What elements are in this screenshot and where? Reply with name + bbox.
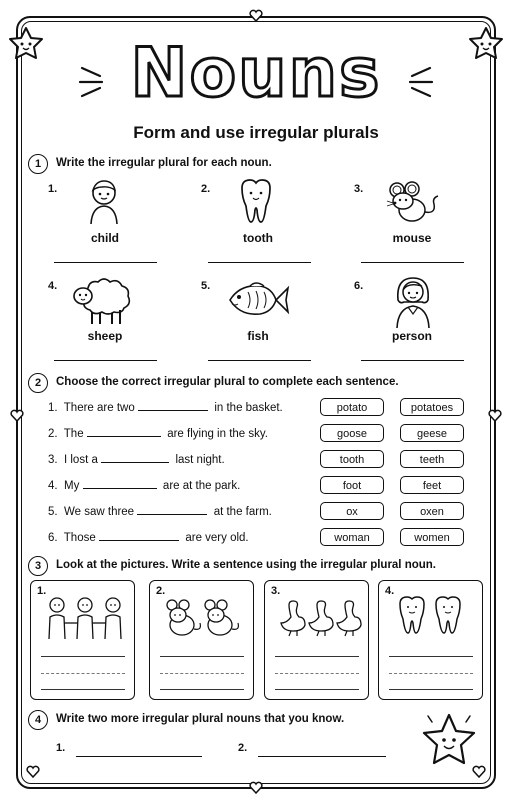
section-1-instruction: Write the irregular plural for each noun. xyxy=(56,157,272,169)
mice-icon xyxy=(164,597,244,637)
noun-word: sheep xyxy=(87,329,123,343)
sentence-start: My xyxy=(63,480,80,492)
children-icon xyxy=(43,595,127,641)
picture-box xyxy=(378,580,483,700)
section-3-instruction: Look at the pictures. Write a sentence using the irregular plural noun. xyxy=(56,559,436,571)
sentence-blank[interactable] xyxy=(87,426,161,437)
mouse-icon xyxy=(382,180,442,224)
option-button[interactable]: tooth xyxy=(320,450,384,468)
noun-word: tooth xyxy=(243,231,273,245)
child-icon xyxy=(84,177,124,225)
sentence-blank[interactable] xyxy=(138,400,208,411)
writing-line[interactable] xyxy=(389,673,473,674)
item-number: 3. xyxy=(354,183,364,195)
answer-line[interactable] xyxy=(54,360,157,361)
picture-box xyxy=(30,580,135,700)
sentence-start: We saw three xyxy=(63,506,135,518)
sentence-end: are flying in the sky. xyxy=(167,428,268,440)
sentence-end: at the farm. xyxy=(213,506,272,518)
heart-icon xyxy=(488,410,502,422)
item-number: 6. xyxy=(354,280,364,292)
option-button[interactable]: potato xyxy=(320,398,384,416)
sentence-number: 3. xyxy=(48,454,58,466)
item-number: 2. xyxy=(201,183,211,195)
sentence-number: 4. xyxy=(48,480,58,492)
section-1-number: 1 xyxy=(28,154,48,174)
option-button[interactable]: potatoes xyxy=(400,398,464,416)
box-number: 2. xyxy=(156,585,166,597)
sparkle-lines-left xyxy=(78,64,108,100)
sentence-number: 6. xyxy=(48,532,58,544)
section-4-number: 4 xyxy=(28,710,48,730)
section-2-number: 2 xyxy=(28,373,48,393)
sentence-row xyxy=(48,452,225,466)
sentence-start: The xyxy=(63,428,84,440)
option-button[interactable]: ox xyxy=(320,502,384,520)
picture-box xyxy=(149,580,254,700)
section-2-instruction: Choose the correct irregular plural to complete each sentence. xyxy=(56,376,399,388)
star-icon xyxy=(420,712,478,770)
section-3-number: 3 xyxy=(28,556,48,576)
teeth-icon xyxy=(397,595,469,635)
sentence-blank[interactable] xyxy=(101,452,169,463)
writing-line[interactable] xyxy=(160,673,244,674)
heart-icon xyxy=(26,766,40,778)
writing-line[interactable] xyxy=(41,689,125,690)
writing-line[interactable] xyxy=(160,689,244,690)
answer-line[interactable] xyxy=(54,262,157,263)
writing-line[interactable] xyxy=(389,689,473,690)
option-button[interactable]: oxen xyxy=(400,502,464,520)
item-number: 4. xyxy=(48,280,58,292)
box-number: 4. xyxy=(385,585,395,597)
sentence-end: are at the park. xyxy=(162,480,241,492)
option-button[interactable]: woman xyxy=(320,528,384,546)
writing-line[interactable] xyxy=(275,656,359,657)
option-button[interactable]: geese xyxy=(400,424,464,442)
answer-line[interactable] xyxy=(361,262,464,263)
option-button[interactable]: goose xyxy=(320,424,384,442)
sentence-row xyxy=(48,504,272,518)
sentence-row xyxy=(48,400,283,414)
page-title: Nouns xyxy=(130,34,382,113)
answer-line[interactable] xyxy=(76,756,202,757)
writing-line[interactable] xyxy=(41,673,125,674)
geese-icon xyxy=(275,597,361,637)
sentence-end: last night. xyxy=(175,454,225,466)
picture-box xyxy=(264,580,369,700)
writing-line[interactable] xyxy=(389,656,473,657)
sentence-start: There are two xyxy=(63,402,135,414)
sentence-row xyxy=(48,478,240,492)
sentence-end: in the basket. xyxy=(214,402,283,414)
sentence-blank[interactable] xyxy=(137,504,207,515)
sentence-start: I lost a xyxy=(63,454,98,466)
heart-icon xyxy=(10,410,24,422)
noun-word: fish xyxy=(247,329,269,343)
sentence-number: 1. xyxy=(48,402,58,414)
answer-number: 2. xyxy=(238,742,248,754)
noun-word: child xyxy=(90,231,119,245)
option-button[interactable]: women xyxy=(400,528,464,546)
sentence-number: 2. xyxy=(48,428,58,440)
writing-line[interactable] xyxy=(41,656,125,657)
box-number: 3. xyxy=(271,585,281,597)
box-number: 1. xyxy=(37,585,47,597)
heart-icon xyxy=(249,782,263,794)
tooth-icon xyxy=(238,178,274,224)
sparkle-lines-right xyxy=(404,64,434,100)
person-icon xyxy=(392,274,434,328)
item-number: 5. xyxy=(201,280,211,292)
noun-word: person xyxy=(391,329,432,343)
sentence-end: are very old. xyxy=(185,532,249,544)
item-number: 1. xyxy=(48,183,58,195)
option-button[interactable]: teeth xyxy=(400,450,464,468)
fish-icon xyxy=(226,280,290,320)
answer-line[interactable] xyxy=(258,756,386,757)
page-subtitle: Form and use irregular plurals xyxy=(133,123,379,142)
sentence-number: 5. xyxy=(48,506,58,518)
option-button[interactable]: foot xyxy=(320,476,384,494)
answer-line[interactable] xyxy=(208,360,311,361)
heart-icon xyxy=(249,10,263,22)
writing-line[interactable] xyxy=(160,656,244,657)
sentence-blank[interactable] xyxy=(83,478,157,489)
option-button[interactable]: feet xyxy=(400,476,464,494)
answer-number: 1. xyxy=(56,742,66,754)
answer-line[interactable] xyxy=(361,360,464,361)
sheep-icon xyxy=(70,274,134,326)
section-4-instruction: Write two more irregular plural nouns that you know. xyxy=(56,713,345,725)
writing-line[interactable] xyxy=(275,689,359,690)
noun-word: mouse xyxy=(392,231,432,245)
answer-line[interactable] xyxy=(208,262,311,263)
writing-line[interactable] xyxy=(275,673,359,674)
sentence-row xyxy=(48,426,268,440)
sentence-start: Those xyxy=(63,532,96,544)
sentence-blank[interactable] xyxy=(99,530,179,541)
sentence-row xyxy=(48,530,249,544)
